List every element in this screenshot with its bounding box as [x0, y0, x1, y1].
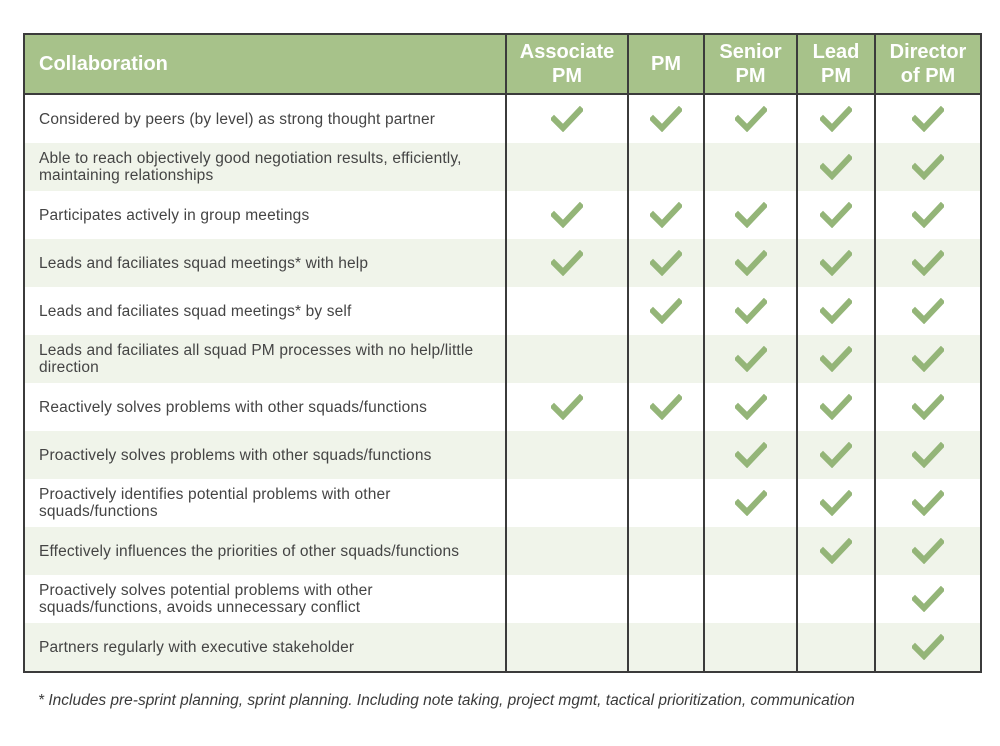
level-cell [506, 383, 628, 431]
level-cell [506, 143, 628, 191]
level-cell [875, 623, 981, 672]
table-row [24, 191, 981, 239]
header-label-line: PM [552, 65, 582, 87]
header-label-line: Collaboration [39, 53, 168, 75]
level-cell [628, 191, 704, 239]
header-label-line: of PM [900, 65, 956, 87]
checkmark-icon [820, 202, 852, 228]
checkmark-icon [551, 106, 583, 132]
level-cell [875, 94, 981, 143]
row-label: Proactively solves potential problems with other squads/functions, avoids unnecessary conflict [39, 582, 373, 616]
level-cell [797, 575, 875, 623]
level-cell [797, 94, 875, 143]
checkmark-icon [735, 346, 767, 372]
level-cell [875, 191, 981, 239]
checkmark-icon [820, 490, 852, 516]
level-cell [628, 383, 704, 431]
level-cell [704, 94, 797, 143]
level-cell [875, 143, 981, 191]
checkmark-icon [551, 250, 583, 276]
checkmark-icon [912, 634, 944, 660]
checkmark-icon [820, 298, 852, 324]
level-cell [506, 287, 628, 335]
row-label: Partners regularly with executive stakeholder [24, 623, 506, 672]
header-label-line: PM [735, 65, 766, 87]
checkmark-icon [735, 106, 767, 132]
row-label: Proactively solves problems with other squads/functions [24, 431, 506, 479]
level-cell [875, 431, 981, 479]
checkmark-icon [912, 442, 944, 468]
level-cell [628, 527, 704, 575]
table-row [24, 383, 981, 431]
level-cell [797, 623, 875, 672]
table-row [24, 527, 981, 575]
level-cell [628, 143, 704, 191]
level-cell [506, 479, 628, 527]
level-cell [628, 575, 704, 623]
matrix-body [24, 94, 981, 672]
checkmark-icon [650, 202, 682, 228]
level-cell [506, 527, 628, 575]
header-row [24, 34, 981, 94]
checkmark-icon [912, 586, 944, 612]
table-row [24, 94, 981, 143]
row-label: Proactively identifies potential problems with other squads/functions [39, 486, 391, 520]
checkmark-icon [650, 394, 682, 420]
table-row [24, 575, 981, 623]
table-row [24, 623, 981, 672]
checkmark-icon [912, 154, 944, 180]
header-pm [628, 34, 704, 94]
checkmark-icon [820, 538, 852, 564]
level-cell [704, 575, 797, 623]
level-cell [875, 527, 981, 575]
checkmark-icon [820, 346, 852, 372]
table-row [24, 335, 981, 383]
row-label: Effectively influences the priorities of other squads/functions [24, 527, 506, 575]
checkmark-icon [912, 298, 944, 324]
level-cell [875, 383, 981, 431]
level-cell [506, 575, 628, 623]
row-label: Considered by peers (by level) as strong thought partner [39, 110, 436, 128]
header-director-of-pm [875, 34, 981, 94]
checkmark-icon [735, 490, 767, 516]
header-lead-pm [797, 34, 875, 94]
checkmark-icon [735, 298, 767, 324]
level-cell [704, 623, 797, 672]
checkmark-icon [912, 106, 944, 132]
level-cell [628, 239, 704, 287]
checkmark-icon [735, 442, 767, 468]
table-row [24, 239, 981, 287]
checkmark-icon [912, 250, 944, 276]
level-cell [797, 239, 875, 287]
header-label-line: Senior [719, 41, 782, 63]
level-cell [797, 335, 875, 383]
level-cell [704, 191, 797, 239]
level-cell [704, 287, 797, 335]
level-cell [797, 191, 875, 239]
level-cell [506, 335, 628, 383]
level-cell [506, 94, 628, 143]
checkmark-icon [650, 298, 682, 324]
checkmark-icon [735, 250, 767, 276]
level-cell [704, 431, 797, 479]
header-senior-pm [704, 34, 797, 94]
header-associate-pm [506, 34, 628, 94]
level-cell [797, 383, 875, 431]
matrix-header [24, 34, 981, 94]
level-cell [875, 287, 981, 335]
checkmark-icon [551, 394, 583, 420]
row-label: Leads and faciliates all squad PM processes with no help/little direction [24, 335, 506, 383]
level-cell [506, 623, 628, 672]
level-cell [704, 239, 797, 287]
table-row [24, 479, 981, 527]
level-cell [704, 335, 797, 383]
level-cell [797, 479, 875, 527]
checkmark-icon [650, 250, 682, 276]
level-cell [628, 94, 704, 143]
row-label: Reactively solves problems with other squads/functions [39, 398, 428, 416]
level-cell [506, 431, 628, 479]
header-label-line: Associate [519, 41, 615, 63]
row-label: Leads and faciliates squad meetings* with help [24, 239, 506, 287]
level-cell [797, 527, 875, 575]
checkmark-icon [912, 346, 944, 372]
level-cell [506, 239, 628, 287]
checkmark-icon [912, 490, 944, 516]
checkmark-icon [912, 202, 944, 228]
level-cell [628, 623, 704, 672]
header-label-line: PM [821, 65, 851, 87]
checkmark-icon [820, 394, 852, 420]
level-cell [797, 143, 875, 191]
checkmark-icon [820, 442, 852, 468]
checkmark-icon [820, 106, 852, 132]
level-cell [797, 287, 875, 335]
level-cell [797, 431, 875, 479]
level-cell [704, 143, 797, 191]
level-cell [875, 335, 981, 383]
level-cell [875, 479, 981, 527]
checkmark-icon [912, 394, 944, 420]
collaboration-matrix [23, 33, 982, 673]
level-cell [628, 287, 704, 335]
checkmark-icon [912, 538, 944, 564]
checkmark-icon [650, 106, 682, 132]
header-label-line: Lead [812, 41, 860, 63]
header-label-line: Director [889, 41, 967, 63]
level-cell [704, 527, 797, 575]
footnote: * Includes pre-sprint planning, sprint planning. Including note taking, project mgmt, tactical prioritization, communication [38, 692, 855, 709]
table-row [24, 287, 981, 335]
row-label: Able to reach objectively good negotiation results, efficiently, maintaining relationships [24, 143, 506, 191]
checkmark-icon [735, 202, 767, 228]
level-cell [875, 575, 981, 623]
row-label: Leads and faciliates squad meetings* by self [39, 302, 352, 320]
header-collaboration [24, 34, 506, 94]
level-cell [704, 479, 797, 527]
checkmark-icon [551, 202, 583, 228]
checkmark-icon [735, 394, 767, 420]
level-cell [704, 383, 797, 431]
checkmark-icon [820, 154, 852, 180]
row-label: Participates actively in group meetings [39, 206, 310, 224]
checkmark-icon [820, 250, 852, 276]
level-cell [875, 239, 981, 287]
level-cell [628, 335, 704, 383]
level-cell [628, 431, 704, 479]
level-cell [628, 479, 704, 527]
table-row [24, 431, 981, 479]
header-label-line: PM [651, 53, 681, 75]
table-row [24, 143, 981, 191]
level-cell [506, 191, 628, 239]
